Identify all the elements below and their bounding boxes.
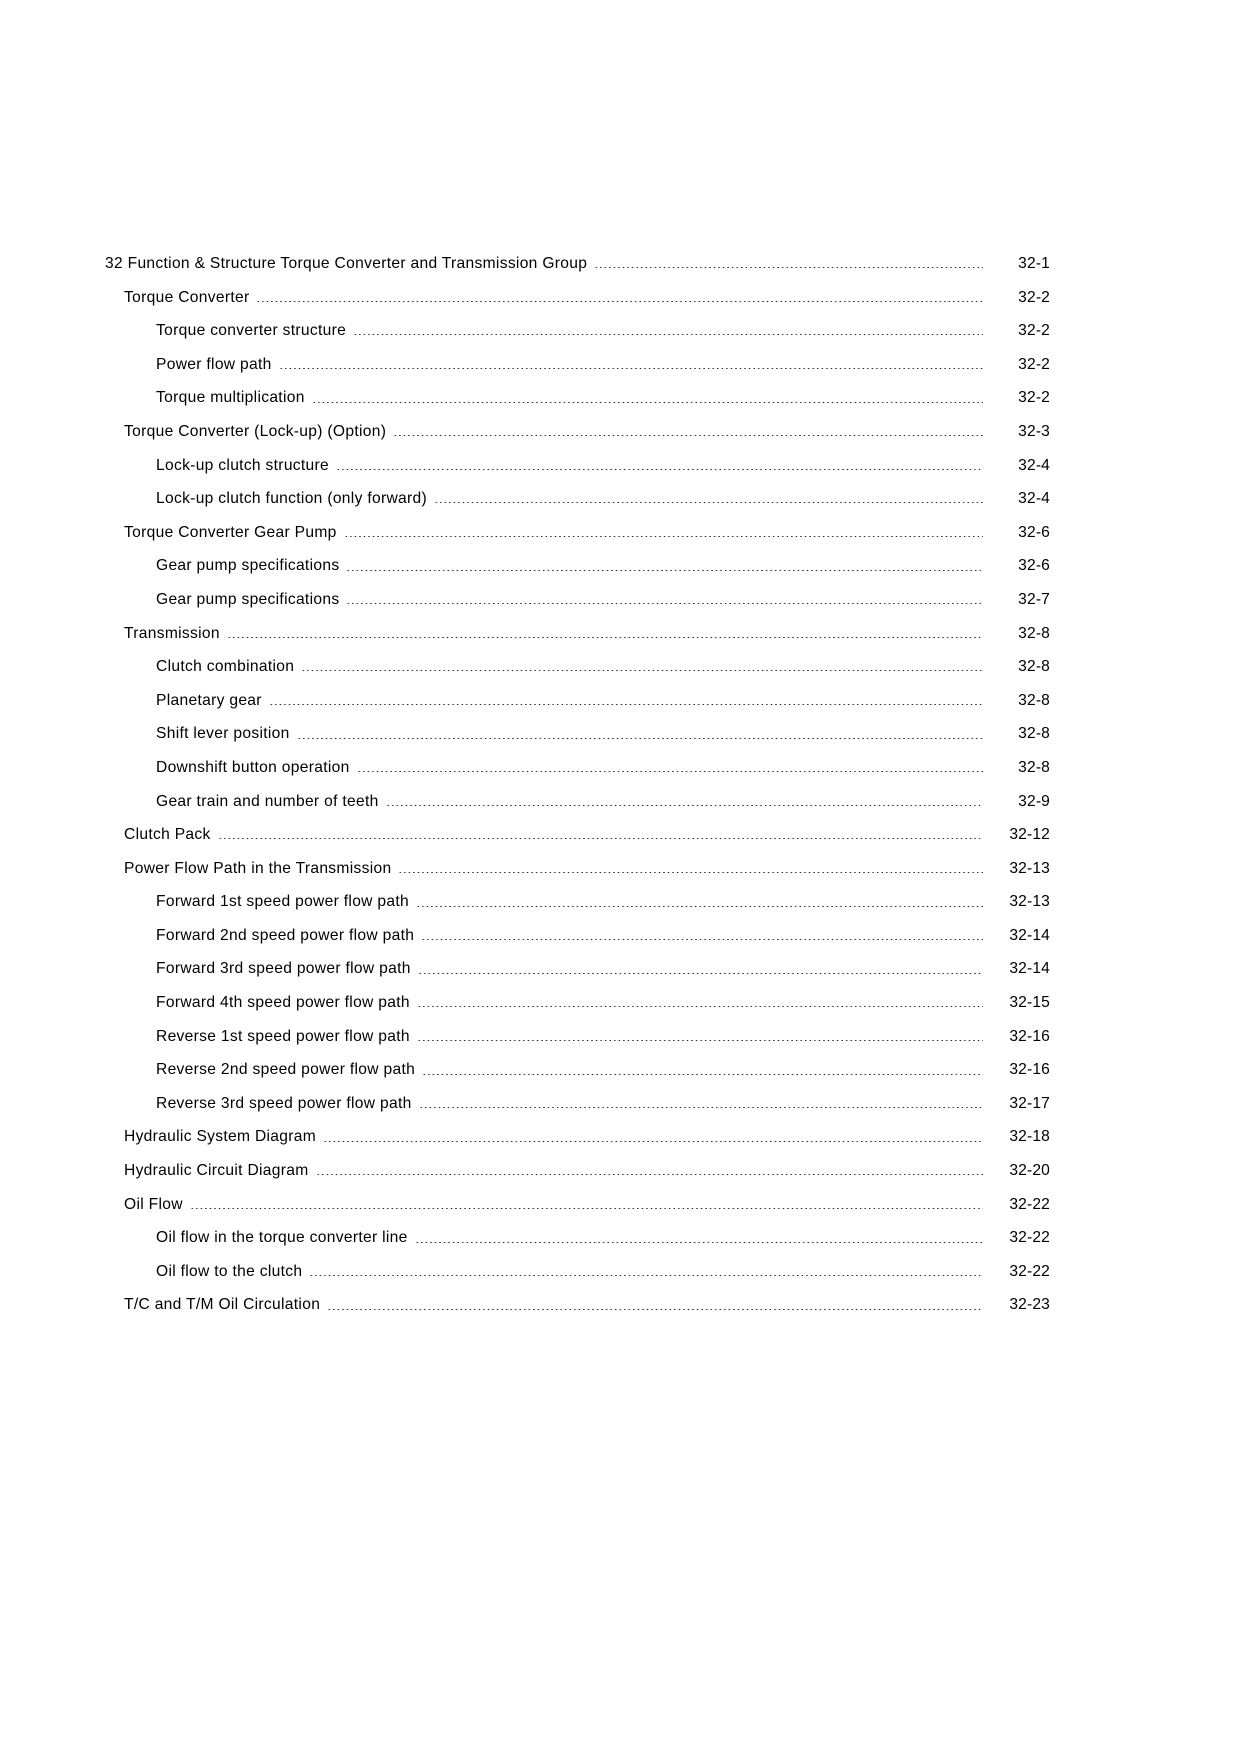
toc-dot-leader [269,704,983,705]
toc-entry-title: Gear train and number of teeth [156,792,379,810]
toc-entry-title: 32 Function & Structure Torque Converter and Transmission Group [105,255,588,272]
toc-entry[interactable] [0,549,1240,583]
toc-entry-title: Forward 1st speed power flow path [156,893,409,911]
toc-entry-page-number: 32-8 [1018,758,1050,776]
toc-dot-leader [415,1242,983,1243]
toc-entry-page-number: 32-4 [1018,490,1050,508]
toc-dot-leader [309,1275,983,1276]
toc-dot-leader [434,502,983,503]
toc-dot-leader [417,1040,983,1041]
toc-entry-page-number: 32-22 [1009,1195,1050,1213]
toc-dot-leader [344,536,983,537]
toc-dot-leader [416,906,983,907]
toc-entry[interactable] [0,247,1240,281]
toc-dot-leader [218,838,983,839]
toc-entry[interactable] [0,952,1240,986]
toc-entry-page-number: 32-8 [1018,624,1050,642]
toc-entry-page-number: 32-17 [1009,1094,1050,1112]
toc-entry-page-number: 32-18 [1009,1128,1050,1146]
toc-entry-page-number: 32-22 [1009,1262,1050,1280]
toc-entry-title: Lock-up clutch function (only forward) [156,490,428,508]
toc-dot-leader [297,738,983,739]
toc-entry[interactable] [0,1154,1240,1188]
toc-entry-page-number: 32-14 [1009,960,1050,978]
toc-entry[interactable] [0,1188,1240,1222]
toc-entry[interactable] [0,1053,1240,1087]
toc-entry-title: Gear pump specifications [156,590,340,608]
toc-entry[interactable] [0,348,1240,382]
toc-entry-title: Clutch combination [156,658,295,676]
toc-dot-leader [301,670,983,671]
toc-entry-page-number: 32-8 [1018,725,1050,743]
toc-entry[interactable] [0,281,1240,315]
toc-entry-title: Forward 2nd speed power flow path [156,926,415,944]
toc-entry-title: Reverse 1st speed power flow path [156,1027,410,1045]
toc-entry-page-number: 32-8 [1018,691,1050,709]
toc-entry[interactable] [0,684,1240,718]
toc-entry[interactable] [0,919,1240,953]
toc-entry[interactable] [0,449,1240,483]
toc-entry[interactable] [0,717,1240,751]
toc-entry-page-number: 32-2 [1018,389,1050,407]
toc-entry-title: Torque Converter [124,288,250,306]
toc-entry-title: Transmission [124,624,220,642]
toc-dot-leader [594,267,983,268]
toc-entry-page-number: 32-20 [1009,1162,1050,1180]
toc-dot-leader [190,1208,983,1209]
toc-entry-title: Oil flow in the torque converter line [156,1229,408,1247]
toc-entry-title: Forward 4th speed power flow path [156,994,410,1012]
toc-entry[interactable] [0,785,1240,819]
toc-entry-title: Power flow path [156,355,272,373]
toc-entry[interactable] [0,1221,1240,1255]
toc-entry[interactable] [0,381,1240,415]
toc-entry-title: Power Flow Path in the Transmission [124,859,392,877]
toc-entry[interactable] [0,1288,1240,1322]
toc-entry[interactable] [0,482,1240,516]
toc-entry-title: T/C and T/M Oil Circulation [124,1296,321,1314]
toc-dot-leader [336,469,983,470]
toc-entry-title: Torque Converter (Lock-up) (Option) [124,422,387,440]
toc-dot-leader [417,1006,983,1007]
toc-dot-leader [327,1309,983,1310]
toc-dot-leader [227,637,983,638]
toc-entry-title: Oil Flow [124,1195,183,1213]
toc-dot-leader [316,1174,983,1175]
toc-entry-page-number: 32-2 [1018,355,1050,373]
toc-entry-page-number: 32-15 [1009,994,1050,1012]
toc-entry-page-number: 32-13 [1009,859,1050,877]
toc-entry[interactable] [0,852,1240,886]
toc-entry-page-number: 32-3 [1018,422,1050,440]
toc-entry[interactable] [0,1120,1240,1154]
toc-entry-title: Reverse 3rd speed power flow path [156,1094,412,1112]
toc-entry-page-number: 32-2 [1018,288,1050,306]
toc-entry[interactable] [0,1020,1240,1054]
toc-entry-page-number: 32-16 [1009,1027,1050,1045]
toc-entry-title: Gear pump specifications [156,557,340,575]
toc-dot-leader [419,1107,983,1108]
toc-dot-leader [279,368,983,369]
toc-dot-leader [312,402,983,403]
toc-dot-leader [398,872,983,873]
toc-dot-leader [323,1141,983,1142]
toc-list [0,247,1240,1322]
toc-entry-title: Planetary gear [156,691,262,709]
toc-entry-page-number: 32-9 [1018,792,1050,810]
toc-entry-page-number: 32-1 [1018,255,1050,272]
toc-entry-page-number: 32-23 [1009,1296,1050,1314]
toc-dot-leader [422,1074,983,1075]
toc-entry-title: Hydraulic Circuit Diagram [124,1162,309,1180]
toc-entry-title: Torque Converter Gear Pump [124,523,337,541]
toc-entry-title: Reverse 2nd speed power flow path [156,1061,416,1079]
toc-entry[interactable] [0,516,1240,550]
toc-entry[interactable] [0,583,1240,617]
toc-entry-title: Lock-up clutch structure [156,456,330,474]
toc-entry[interactable] [0,314,1240,348]
toc-entry-title: Torque converter structure [156,322,347,340]
toc-dot-leader [353,334,983,335]
toc-entry-page-number: 32-6 [1018,557,1050,575]
toc-entry[interactable] [0,818,1240,852]
toc-dot-leader [357,771,983,772]
toc-entry[interactable] [0,986,1240,1020]
toc-dot-leader [421,939,983,940]
toc-entry-page-number: 32-12 [1009,826,1050,844]
toc-entry[interactable] [0,617,1240,651]
toc-entry-title: Oil flow to the clutch [156,1262,303,1280]
toc-entry-page-number: 32-6 [1018,523,1050,541]
toc-entry-page-number: 32-4 [1018,456,1050,474]
toc-entry[interactable] [0,415,1240,449]
toc-entry-title: Forward 3rd speed power flow path [156,960,411,978]
toc-dot-leader [256,301,983,302]
toc-entry-page-number: 32-8 [1018,658,1050,676]
toc-entry-page-number: 32-22 [1009,1229,1050,1247]
toc-entry[interactable] [0,1087,1240,1121]
toc-entry[interactable] [0,1255,1240,1289]
toc-entry-page-number: 32-2 [1018,322,1050,340]
toc-entry-title: Torque multiplication [156,389,305,407]
toc-entry-title: Downshift button operation [156,758,350,776]
toc-entry-title: Clutch Pack [124,826,211,844]
toc-entry[interactable] [0,751,1240,785]
toc-entry-title: Hydraulic System Diagram [124,1128,317,1146]
toc-entry-page-number: 32-16 [1009,1061,1050,1079]
toc-entry-page-number: 32-7 [1018,590,1050,608]
toc-dot-leader [346,570,983,571]
toc-entry-page-number: 32-14 [1009,926,1050,944]
toc-dot-leader [386,805,983,806]
toc-entry-page-number: 32-13 [1009,893,1050,911]
toc-entry-title: Shift lever position [156,725,290,743]
toc-dot-leader [346,603,983,604]
toc-entry[interactable] [0,650,1240,684]
toc-entry[interactable] [0,885,1240,919]
toc-dot-leader [393,435,983,436]
toc-dot-leader [418,973,983,974]
